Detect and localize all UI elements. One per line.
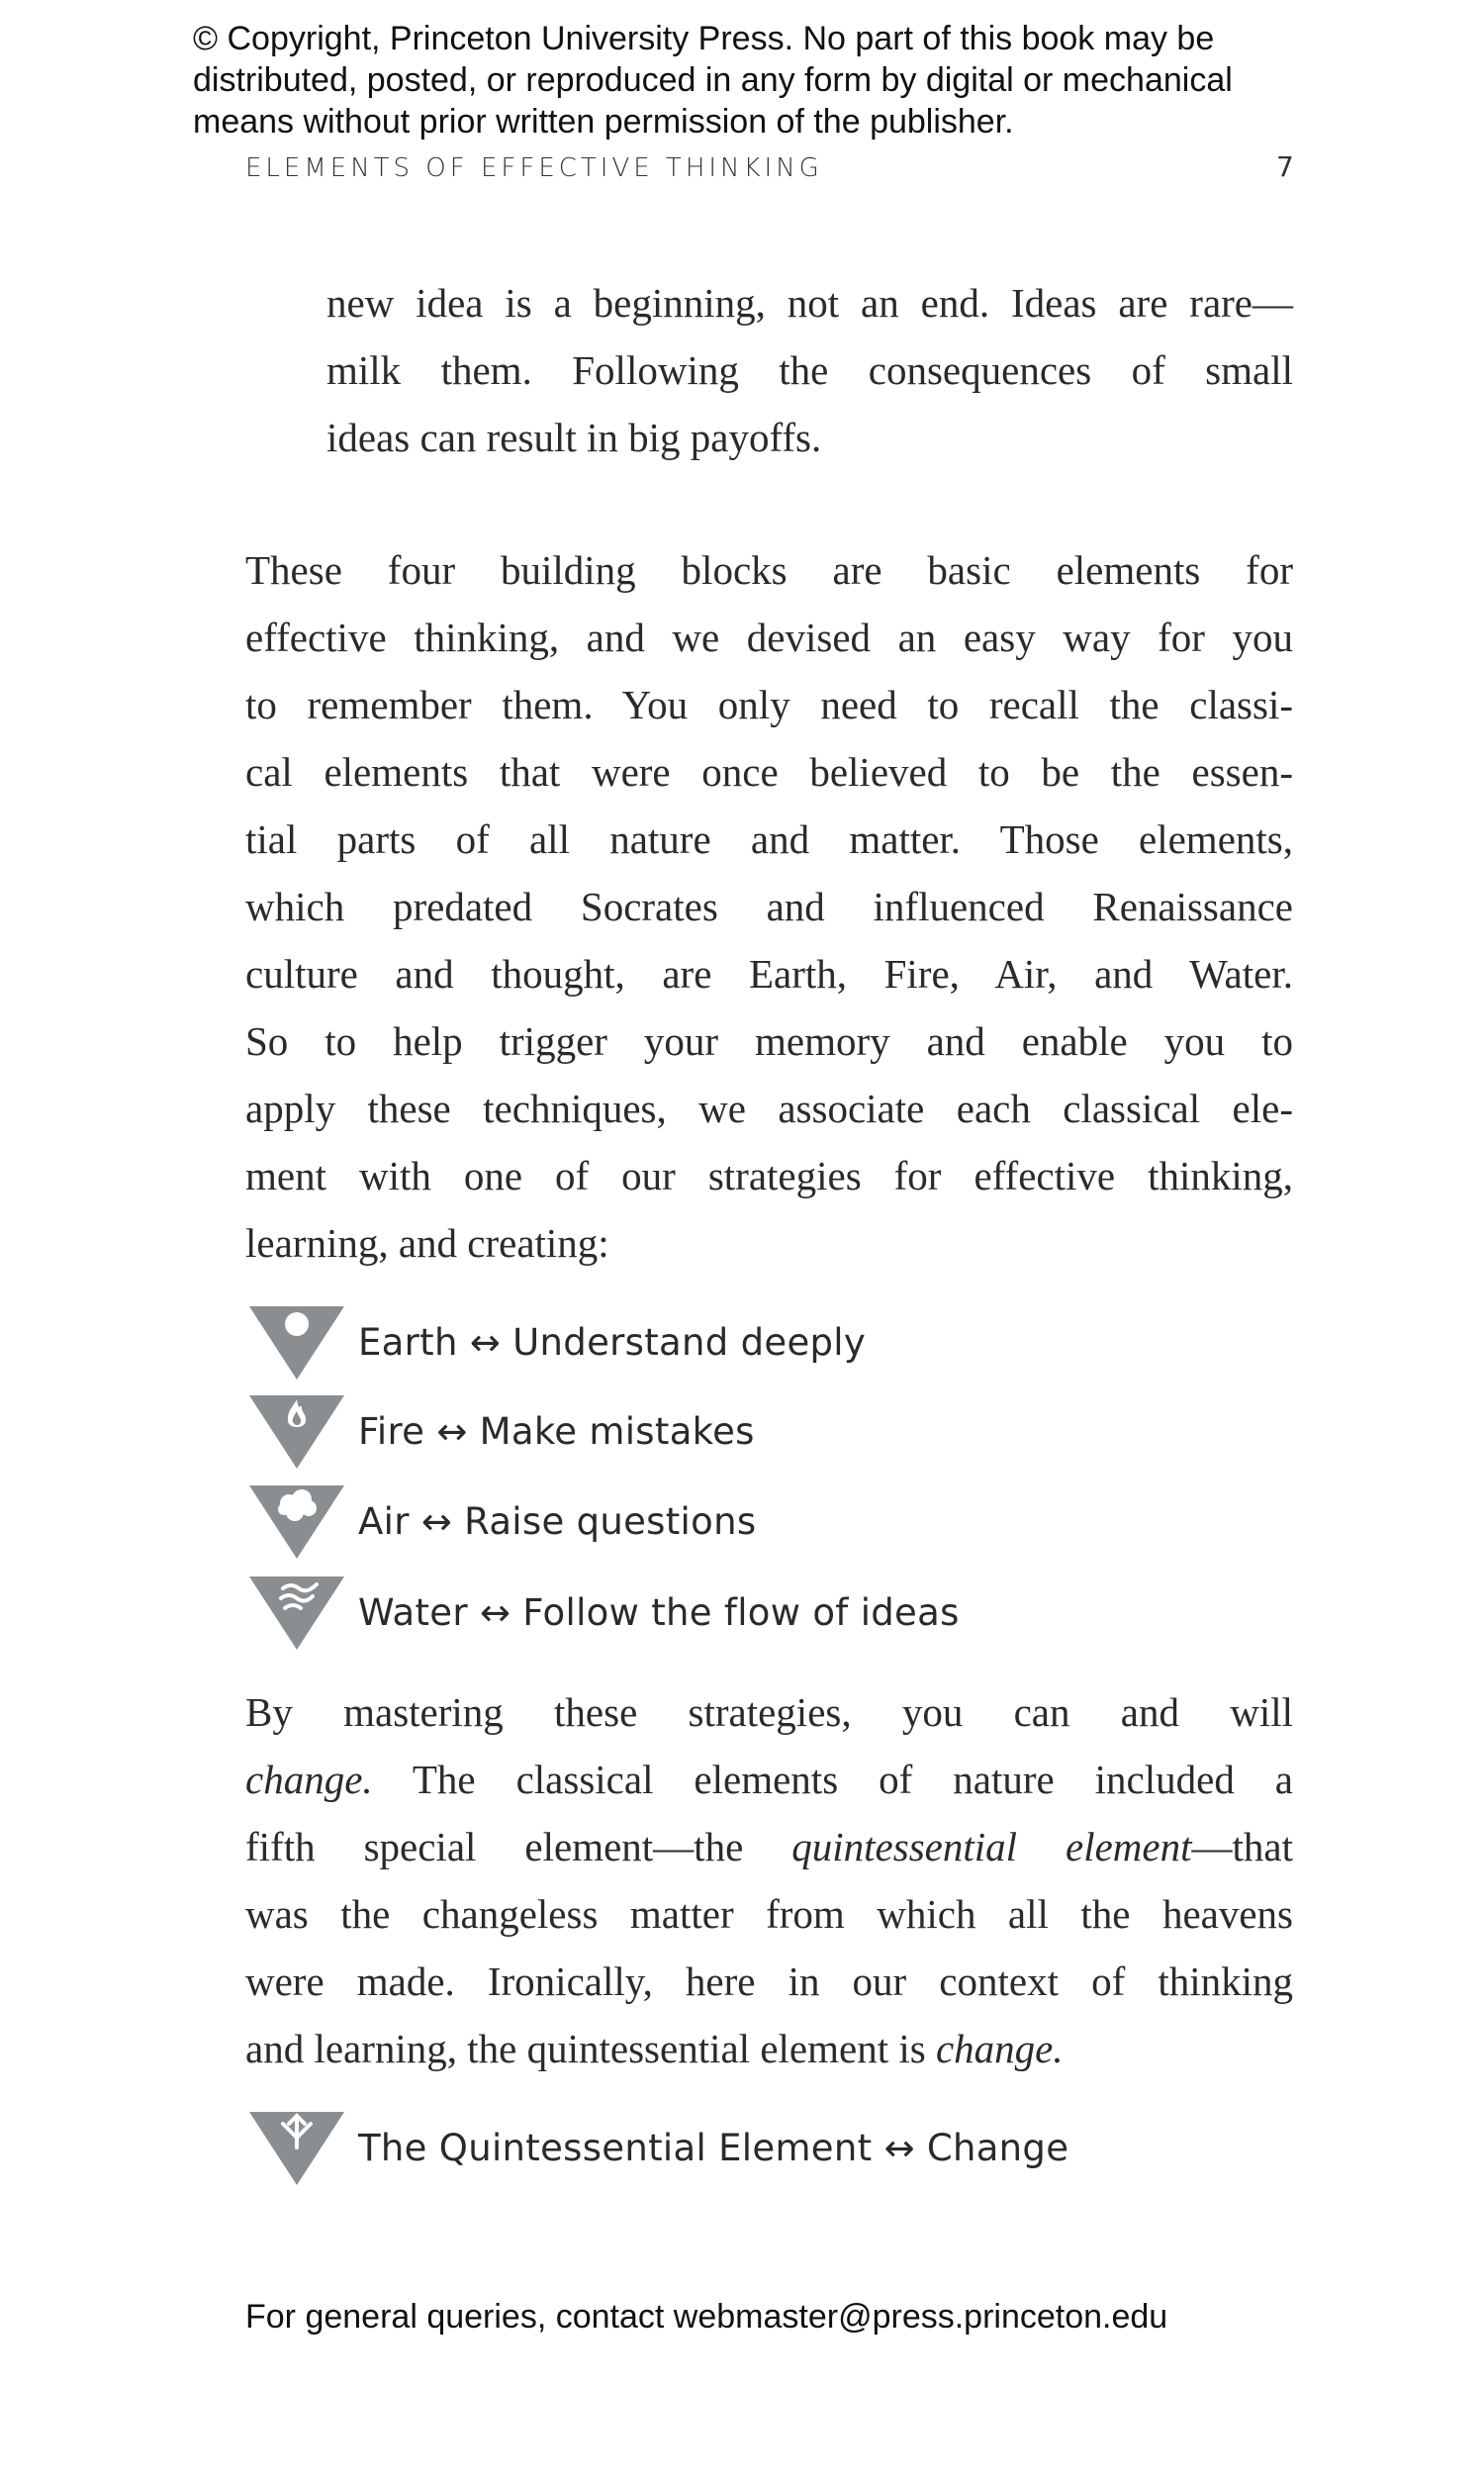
text-line: [245, 1142, 1293, 1209]
element-label: Fire ↔ Make mistakes: [358, 1409, 755, 1453]
water-icon: [247, 1573, 346, 1652]
text-line: [245, 1880, 1293, 1948]
footer-contact: For general queries, contact webmaster@press.princeton.edu: [245, 2298, 1168, 2336]
text-segment: effective thinking, and we devised an easy way for you: [245, 615, 1293, 660]
page-number: 7: [1276, 150, 1294, 183]
element-item-quintessential: [247, 2108, 1068, 2187]
element-item-earth: [247, 1302, 866, 1382]
copyright-line: © Copyright, Princeton University Press. No part of this book may be: [193, 20, 1215, 57]
text-line: [245, 2015, 1293, 2082]
element-label: Air ↔ Raise questions: [358, 1499, 757, 1543]
fire-icon: [247, 1391, 346, 1471]
element-label: Earth ↔ Understand deeply: [358, 1320, 867, 1364]
copyright-line: means without prior written permission of the publisher.: [193, 103, 1014, 141]
element-label: Water ↔ Follow the flow of ideas: [358, 1590, 960, 1634]
text-segment: were made. Ironically, here in our context of thinking: [245, 1958, 1293, 2004]
text-segment: fifth special element—the: [245, 1824, 792, 1869]
text-segment: learning, and creating:: [245, 1220, 609, 1266]
text-line: [326, 269, 1293, 336]
body-paragraph-2: [245, 1678, 1293, 2082]
earth-icon: [247, 1302, 346, 1382]
text-line: [245, 1007, 1293, 1075]
text-segment: was the changeless matter from which all the heavens: [245, 1891, 1293, 1937]
text-line: [245, 1746, 1293, 1813]
text-line: [245, 1075, 1293, 1142]
text-line: [326, 404, 1293, 471]
text-segment: ideas can result in big payoffs.: [326, 415, 822, 460]
text-line: [245, 738, 1293, 806]
text-line: [245, 1813, 1293, 1880]
text-segment: —that: [1191, 1824, 1293, 1869]
text-segment: milk them. Following the consequences of small: [326, 347, 1293, 393]
text-line: [245, 536, 1293, 604]
text-line: [245, 1209, 1293, 1277]
text-segment: cal elements that were once believed to be the essen-: [245, 749, 1293, 795]
body-paragraph-1: [245, 536, 1293, 1277]
air-icon: [247, 1481, 346, 1561]
element-item-water: [247, 1573, 960, 1652]
copyright-notice: [193, 18, 1233, 143]
italic-text: quintessential element: [791, 1824, 1192, 1869]
indented-paragraph: [326, 269, 1293, 471]
text-line: [245, 1678, 1293, 1746]
text-line: [245, 1948, 1293, 2015]
text-segment: So to help trigger your memory and enable you to: [245, 1018, 1293, 1064]
text-line: [245, 873, 1293, 940]
text-segment: which predated Socrates and influenced Renaissance: [245, 884, 1293, 929]
copyright-line: distributed, posted, or reproduced in any form by digital or mechanical: [193, 61, 1233, 99]
italic-text: change.: [245, 1757, 373, 1802]
text-segment: to remember them. You only need to recall the classi-: [245, 682, 1293, 727]
text-segment: tial parts of all nature and matter. Those elements,: [245, 816, 1293, 862]
text-segment: apply these techniques, we associate each classical ele-: [245, 1086, 1293, 1131]
element-label: The Quintessential Element ↔ Change: [358, 2126, 1069, 2169]
text-line: [245, 940, 1293, 1007]
text-segment: By mastering these strategies, you can and will: [245, 1689, 1293, 1735]
text-line: [245, 671, 1293, 738]
text-segment: The classical elements of nature included a: [372, 1757, 1293, 1802]
text-segment: and learning, the quintessential element is: [245, 2026, 936, 2071]
text-segment: These four building blocks are basic elements for: [245, 547, 1293, 593]
element-item-fire: [247, 1391, 755, 1471]
text-line: [326, 336, 1293, 404]
text-line: [245, 806, 1293, 873]
text-line: [245, 604, 1293, 671]
element-item-air: [247, 1481, 756, 1561]
running-head: ELEMENTS OF EFFECTIVE THINKING: [245, 153, 823, 183]
italic-text: change.: [935, 2026, 1064, 2071]
text-segment: new idea is a beginning, not an end. Ideas are rare—: [326, 280, 1293, 326]
text-segment: culture and thought, are Earth, Fire, Air, and Water.: [245, 951, 1293, 997]
text-segment: ment with one of our strategies for effective thinking,: [245, 1153, 1293, 1198]
quintessence-icon: [247, 2108, 346, 2187]
